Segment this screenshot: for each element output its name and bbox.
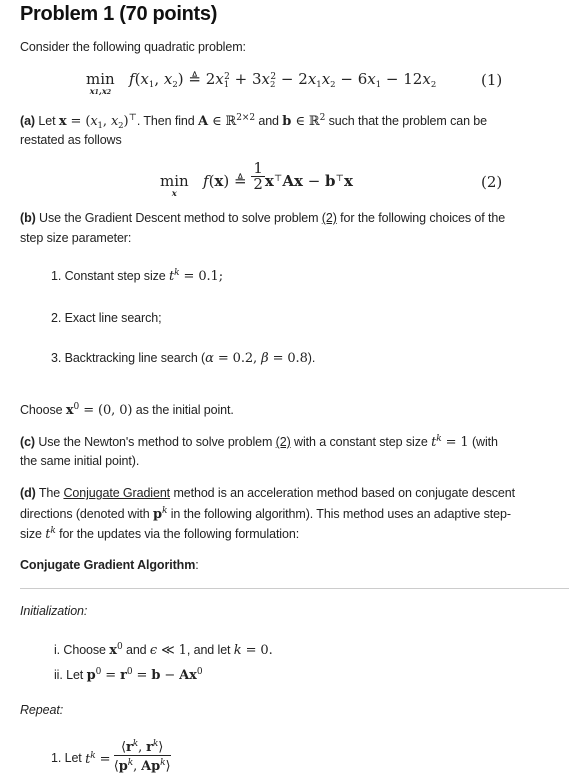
equation-2-number: (2) [481, 173, 503, 191]
part-d-line-1 [20, 486, 515, 500]
intro-text: Consider the following quadratic problem: [20, 40, 246, 54]
part-b-text: Use the Gradient Descent method to solve problem [39, 211, 319, 225]
step-option-1-text: 1. Constant step size [51, 269, 166, 283]
part-b-text-end: for the following choices of the [340, 211, 506, 225]
part-d-text-3b: for the updates via the following formulation: [59, 527, 300, 541]
part-c-line-1: (c) Use the Newton's method to solve problem (2) with a constant step size $t^k = 1$ (with [20, 434, 498, 450]
cg-heading [20, 558, 199, 572]
initialization-label: Initialization: [20, 604, 88, 618]
repeat-step-1: 1. Let $t^k$ = $\frac{⟨r^k, r^k⟩}{⟨p^k, Ap^k⟩}$ [51, 739, 171, 774]
part-a-text-3: and [258, 114, 279, 128]
cg-heading-text: Conjugate Gradient Algorithm [20, 558, 196, 572]
part-a-label: (a) [20, 114, 35, 128]
part-d-text-2b: in the following algorithm). This method uses an adaptive step- [170, 507, 511, 521]
problem-title: Problem 1 (70 points) [20, 3, 218, 25]
choose-text-end: as the initial point. [135, 403, 234, 417]
part-d-text-2a: directions (denoted with [20, 507, 150, 521]
step-size-fraction: $\frac{⟨r^k, r^k⟩}{⟨p^k, Ap^k⟩}$ [113, 739, 171, 774]
problem-2-link-c[interactable]: (2) [275, 435, 291, 449]
equation-1-number: (1) [481, 71, 503, 89]
part-d-text-end: method is an acceleration method based on conjugate descent [173, 486, 515, 500]
part-b-line-1 [20, 211, 505, 225]
problem-2-link[interactable]: (2) [321, 211, 337, 225]
step-option-2: 2. Exact line search; [51, 311, 162, 325]
part-a-line-2: restated as follows [20, 133, 122, 147]
part-c-text-mid: with a constant step size [294, 435, 428, 449]
repeat-label: Repeat: [20, 703, 64, 717]
part-c-text-end: (with [471, 435, 498, 449]
choose-text: Choose [20, 403, 63, 417]
part-d-text-3a: size [20, 527, 42, 541]
initial-point-line: Choose $x^0 = (0$, 0) as the initial point. [20, 402, 234, 418]
conjugate-gradient-link[interactable]: Conjugate Gradient [63, 486, 171, 500]
repeat-step-1-text: 1. Let [51, 751, 82, 765]
part-c-label: (c) [20, 435, 35, 449]
init-step-i: i. Choose $x^0$ and ϵ ≪ 1, and let k = 0. [54, 642, 273, 658]
init-step-i-end: , and let [186, 643, 231, 657]
equation-2: min x f(x) ≜ $\frac{1}{2}$ x⊤Ax − b⊤x [160, 159, 353, 199]
part-a-text-1: Let [38, 114, 56, 128]
part-c-text: Use the Newton's method to solve problem [38, 435, 273, 449]
part-a-text-2: . Then find [136, 114, 195, 128]
part-b-line-2: step size parameter: [20, 231, 132, 245]
step-option-1: 1. Constant step size $t^k = 0.1$; [51, 268, 224, 284]
init-step-i-and: and [125, 643, 147, 657]
step-option-3-end: ). [307, 351, 316, 365]
part-c-line-2: the same initial point). [20, 454, 140, 468]
part-a-line-1: (a) Let $x = (x_1$, $x_2)^⊤$. Then find A ∈ ℝ$^{2\times 2}$ and b ∈ ℝ$^2$ such that the problem can be [20, 113, 488, 131]
horizontal-divider [20, 588, 569, 589]
init-step-i-text: i. Choose [54, 643, 106, 657]
step-option-3-text: 3. Backtracking line search ( [51, 351, 206, 365]
part-d-line-3: size $t^k$ for the updates via the following formulation: [20, 526, 300, 542]
part-d-line-2: directions (denoted with $p^k$ in the following algorithm). This method uses an adaptive step- [20, 506, 511, 522]
part-d-text: The [38, 486, 61, 500]
part-b-label: (b) [20, 211, 36, 225]
equation-1: min x1,x2 $f(x_1$, $x_2$) ≜ $2x_1^2 + 3x_2^2 - 2x_1x_2 - 6x_1 - 12x_2$ [86, 70, 437, 97]
step-option-3: 3. Backtracking line search (α = 0.2, β = 0.8). [51, 351, 316, 366]
cg-heading-colon: : [195, 558, 199, 572]
init-step-ii: ii. Let $p^0 = r^0 = b - Ax^0$ [54, 667, 203, 683]
init-step-ii-text: ii. Let [54, 668, 84, 682]
part-d-label: (d) [20, 486, 36, 500]
part-a-text-4: such that the problem can be [328, 114, 488, 128]
